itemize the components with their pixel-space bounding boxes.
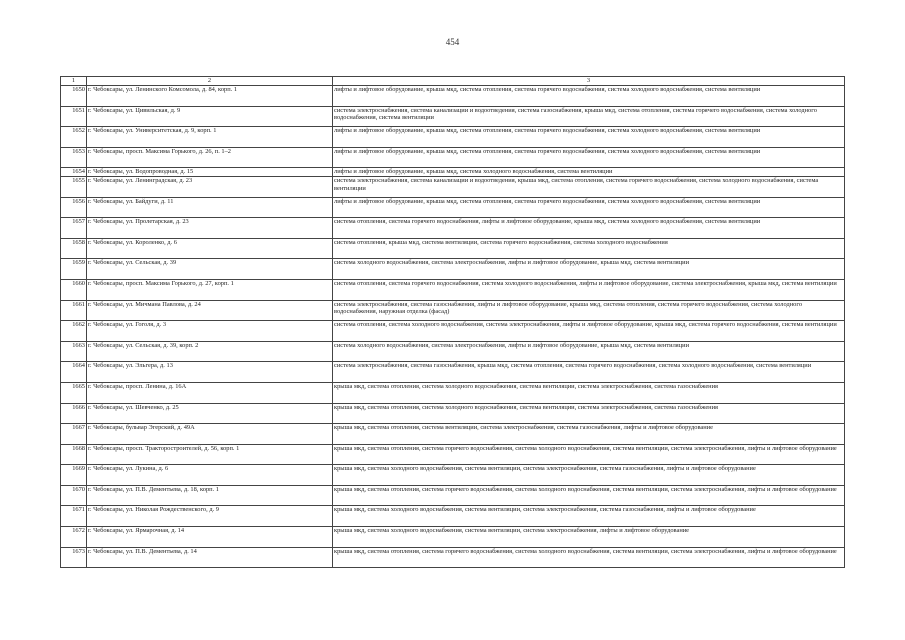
table-row: [61, 362, 845, 383]
address-cell: г. Чебоксары, ул. Университетская, д. 9, корп. 1: [87, 127, 333, 148]
systems-cell: лифты и лифтовое оборудование, крыша мкд, система отопления, система горячего водоснабжения, система холодного водоснабжения, система вентиляции: [333, 127, 845, 148]
row-number-cell: 1669: [61, 465, 87, 486]
address-cell: г. Чебоксары, ул. Шевченко, д. 25: [87, 403, 333, 424]
systems-cell: лифты и лифтовое оборудование, крыша мкд, система холодного водоснабжения, система вентиляции: [333, 168, 845, 177]
page-number: 454: [445, 37, 460, 47]
row-number-cell: 1662: [61, 321, 87, 342]
systems-cell: крыша мкд, система отопления, система горячего водоснабжения, система холодного водоснабжения, система вентиляции, система электроснабжения, лифты и лифтовое оборудование: [333, 547, 845, 568]
address-cell: г. Чебоксары, ул. Водопроводная, д. 15: [87, 168, 333, 177]
address-cell: г. Чебоксары, ул. Сельская, д. 39: [87, 259, 333, 280]
table-row: [61, 465, 845, 486]
address-cell: г. Чебоксары, ул. Короленко, д. 6: [87, 238, 333, 259]
address-cell: г. Чебоксары, просп. Тракторостроителей, д. 56, корп. 1: [87, 444, 333, 465]
address-cell: г. Чебоксары, ул. П.В. Дементьева, д. 18, корп. 1: [87, 485, 333, 506]
systems-cell: система отопления, система холодного водоснабжения, система электроснабжения, лифты и лифтовое оборудование, крыша мкд, система горячего водоснабжения, система вентиляции: [333, 321, 845, 342]
table-row: [61, 300, 845, 321]
address-cell: г. Чебоксары, ул. Цивильская, д. 9: [87, 106, 333, 127]
table-body: [61, 86, 845, 568]
table-row: [61, 238, 845, 259]
table-row: [61, 341, 845, 362]
row-number-cell: 1654: [61, 168, 87, 177]
table-row: [61, 147, 845, 168]
table-row: [61, 106, 845, 127]
table-row: [61, 444, 845, 465]
table-row: [61, 547, 845, 568]
table-row: [61, 382, 845, 403]
systems-cell: система электроснабжения, система канализации и водоотведения, система газоснабжения, крыша мкд, система отопления, система горячего водоснабжения, система холодного водоснабжения, система вентиляции: [333, 106, 845, 127]
row-number-cell: 1671: [61, 506, 87, 527]
table-row: [61, 176, 845, 197]
row-number-cell: 1653: [61, 147, 87, 168]
address-cell: г. Чебоксары, ул. Гоголя, д. 3: [87, 321, 333, 342]
systems-cell: крыша мкд, система отопления, система холодного водоснабжения, система вентиляции, система электроснабжения, система газоснабжения: [333, 403, 845, 424]
systems-cell: система холодного водоснабжения, система электроснабжения, лифты и лифтовое оборудование, крыша мкд, система вентиляции: [333, 259, 845, 280]
table-row: [61, 168, 845, 177]
address-cell: г. Чебоксары, ул. П.В. Дементьева, д. 14: [87, 547, 333, 568]
table-row: [61, 403, 845, 424]
systems-cell: система отопления, крыша мкд, система вентиляции, система горячего водоснабжения, система холодного водоснабжения: [333, 238, 845, 259]
systems-cell: крыша мкд, система отопления, система горячего водоснабжения, система холодного водоснабжения, система вентиляции, система электроснабжения, лифты и лифтовое оборудование: [333, 485, 845, 506]
row-number-cell: 1650: [61, 86, 87, 107]
systems-cell: система электроснабжения, система канализации и водоотведения, крыша мкд, система отопления, система горячего водоснабжения, система холодного водоснабжения, система вентиляции: [333, 176, 845, 197]
address-cell: г. Чебоксары, ул. Николая Рождественского, д. 9: [87, 506, 333, 527]
row-number-cell: 1661: [61, 300, 87, 321]
address-cell: г. Чебоксары, ул. Мичмана Павлова, д. 24: [87, 300, 333, 321]
table-row: [61, 485, 845, 506]
column-header-address: 2: [87, 77, 333, 86]
address-cell: г. Чебоксары, ул. Лукина, д. 6: [87, 465, 333, 486]
systems-cell: крыша мкд, система холодного водоснабжения, система вентиляции, система электроснабжения, система газоснабжения, лифты и лифтовое оборудование: [333, 465, 845, 486]
row-number-cell: 1658: [61, 238, 87, 259]
row-number-cell: 1673: [61, 547, 87, 568]
table-row: [61, 321, 845, 342]
table-header: [61, 77, 845, 86]
address-cell: г. Чебоксары, ул. Сельская, д. 39, корп. 2: [87, 341, 333, 362]
table-row: [61, 218, 845, 239]
row-number-cell: 1657: [61, 218, 87, 239]
row-number-cell: 1665: [61, 382, 87, 403]
column-header-systems: 3: [333, 77, 845, 86]
row-number-cell: 1651: [61, 106, 87, 127]
row-number-cell: 1655: [61, 176, 87, 197]
table-row: [61, 506, 845, 527]
table-row: [61, 259, 845, 280]
systems-cell: система электроснабжения, система газоснабжения, крыша мкд, система отопления, система горячего водоснабжения, система холодного водоснабжения, система вентиляции: [333, 362, 845, 383]
address-cell: г. Чебоксары, ул. Ленинградская, д. 23: [87, 176, 333, 197]
table-row: [61, 197, 845, 218]
systems-cell: система отопления, система горячего водоснабжения, система холодного водоснабжения, лифты и лифтовое оборудование, система электроснабжения, крыша мкд, система вентиляции: [333, 279, 845, 300]
systems-cell: крыша мкд, система отопления, система вентиляции, система электроснабжения, система газоснабжения, лифты и лифтовое оборудование: [333, 424, 845, 445]
address-cell: г. Чебоксары, бульвар Эгерский, д. 49А: [87, 424, 333, 445]
systems-cell: крыша мкд, система холодного водоснабжения, система вентиляции, система электроснабжения, лифты и лифтовое оборудование: [333, 527, 845, 548]
systems-cell: система холодного водоснабжения, система электроснабжения, лифты и лифтовое оборудование, крыша мкд, система вентиляции: [333, 341, 845, 362]
systems-cell: система отопления, система горячего водоснабжения, лифты и лифтовое оборудование, крыша мкд, система холодного водоснабжения, система вентиляции: [333, 218, 845, 239]
systems-cell: крыша мкд, система отопления, система холодного водоснабжения, система вентиляции, система электроснабжения, система газоснабжения: [333, 382, 845, 403]
address-cell: г. Чебоксары, просп. Ленина, д. 16А: [87, 382, 333, 403]
registry-table: [60, 76, 845, 568]
table-row: [61, 279, 845, 300]
row-number-cell: 1664: [61, 362, 87, 383]
row-number-cell: 1652: [61, 127, 87, 148]
row-number-cell: 1670: [61, 485, 87, 506]
systems-cell: лифты и лифтовое оборудование, крыша мкд, система отопления, система горячего водоснабжения, система холодного водоснабжения, система вентиляции: [333, 197, 845, 218]
table-row: [61, 424, 845, 445]
address-cell: г. Чебоксары, ул. Пролетарская, д. 23: [87, 218, 333, 239]
row-number-cell: 1660: [61, 279, 87, 300]
systems-cell: система электроснабжения, система газоснабжения, лифты и лифтовое оборудование, крыша мкд, система отопления, система горячего водоснабжения, система холодного водоснабжения, наружная отделка (фасад): [333, 300, 845, 321]
row-number-cell: 1659: [61, 259, 87, 280]
column-header-number: 1: [61, 77, 87, 86]
address-cell: г. Чебоксары, ул. Ленинского Комсомола, д. 84, корп. 1: [87, 86, 333, 107]
table-row: [61, 86, 845, 107]
row-number-cell: 1656: [61, 197, 87, 218]
systems-cell: крыша мкд, система холодного водоснабжения, система вентиляции, система электроснабжения, система газоснабжения, лифты и лифтовое оборудование: [333, 506, 845, 527]
systems-cell: крыша мкд, система отопления, система горячего водоснабжения, система холодного водоснабжения, система вентиляции, система электроснабжения, лифты и лифтовое оборудование: [333, 444, 845, 465]
row-number-cell: 1663: [61, 341, 87, 362]
row-number-cell: 1668: [61, 444, 87, 465]
row-number-cell: 1672: [61, 527, 87, 548]
systems-cell: лифты и лифтовое оборудование, крыша мкд, система отопления, система горячего водоснабжения, система холодного водоснабжения, система вентиляции: [333, 147, 845, 168]
address-cell: г. Чебоксары, ул. Байдуги, д. 11: [87, 197, 333, 218]
row-number-cell: 1666: [61, 403, 87, 424]
address-cell: г. Чебоксары, ул. Эльгера, д. 13: [87, 362, 333, 383]
systems-cell: лифты и лифтовое оборудование, крыша мкд, система отопления, система горячего водоснабжения, система холодного водоснабжения, система вентиляции: [333, 86, 845, 107]
address-cell: г. Чебоксары, просп. Максима Горького, д. 26, п. 1–2: [87, 147, 333, 168]
address-cell: г. Чебоксары, ул. Ярмарочная, д. 14: [87, 527, 333, 548]
row-number-cell: 1667: [61, 424, 87, 445]
table-row: [61, 527, 845, 548]
header-row: [61, 77, 845, 86]
table-row: [61, 127, 845, 148]
address-cell: г. Чебоксары, просп. Максима Горького, д. 27, корп. 1: [87, 279, 333, 300]
